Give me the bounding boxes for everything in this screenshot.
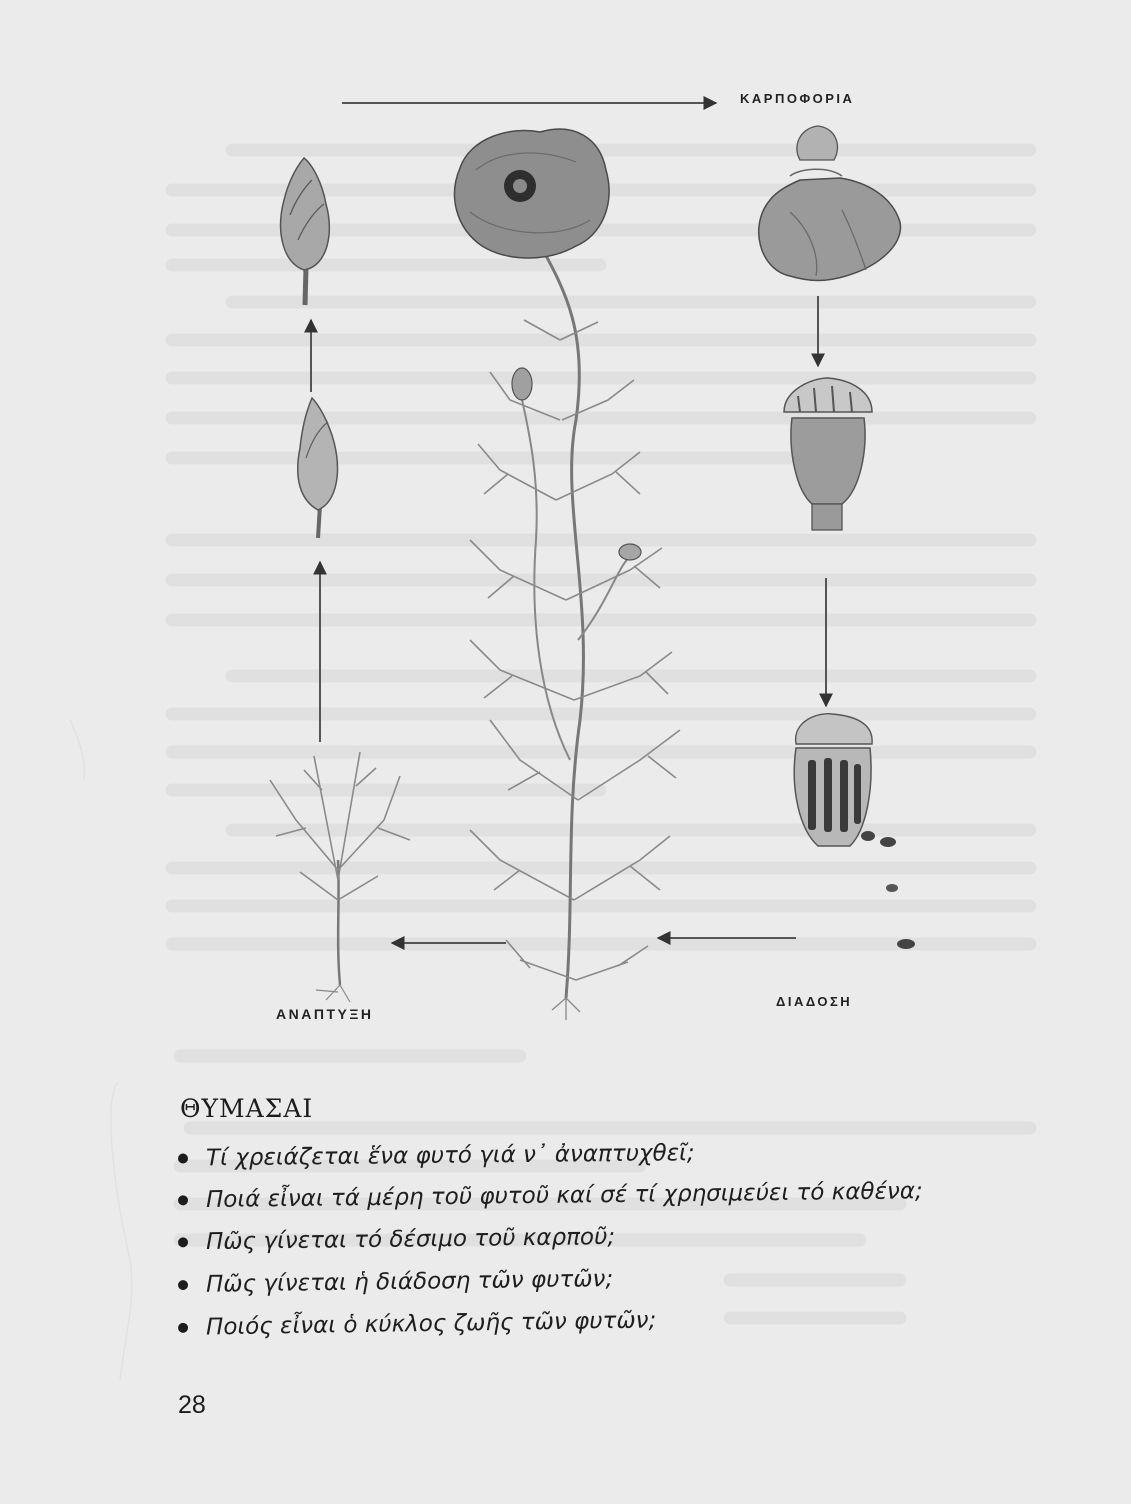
question-text: Πῶς γίνεται ἡ διάδοση τῶν φυτῶν; [205, 1266, 614, 1298]
label-growth: ΑΝΑΠΤΥΞΗ [276, 1006, 374, 1022]
label-dispersal: ΔΙΑΔΟΣΗ [776, 994, 853, 1009]
label-fruiting: ΚΑΡΠΟΦΟΡΙΑ [740, 91, 855, 106]
question-text: Τί χρειάζεται ἕνα φυτό γιά ν᾽ ἀναπτυχθεῖ; [205, 1140, 695, 1172]
review-questions [178, 1094, 1058, 1341]
bullet-icon [178, 1280, 188, 1290]
question-text: Ποιά εἶναι τά μέρη τοῦ φυτοῦ καί σέ τί χρησιμεύει τό καθένα; [205, 1178, 923, 1214]
seed-capsule-illustration [784, 378, 872, 530]
bullet-icon [178, 1323, 188, 1333]
closed-bud-illustration [298, 398, 338, 538]
open-capsule-illustration [794, 714, 915, 949]
bullet-icon [178, 1154, 188, 1164]
plant-roots [552, 998, 580, 1020]
review-title: ΘΥΜΑΣΑΙ [180, 1094, 314, 1123]
question-text: Πῶς γίνεται τό δέσιμο τοῦ καρποῦ; [205, 1224, 616, 1256]
bullet-icon [178, 1195, 188, 1205]
page-number: 28 [178, 1391, 206, 1419]
question-list [178, 1137, 1058, 1341]
seedling-illustration [270, 752, 410, 1002]
fruiting-flower-illustration [759, 126, 901, 281]
question-text: Ποιός εἶναι ὁ κύκλος ζωῆς τῶν φυτῶν; [205, 1307, 657, 1341]
opening-bud-illustration [281, 158, 330, 305]
bullet-icon [178, 1237, 188, 1247]
poppy-plant-illustration [455, 129, 680, 998]
